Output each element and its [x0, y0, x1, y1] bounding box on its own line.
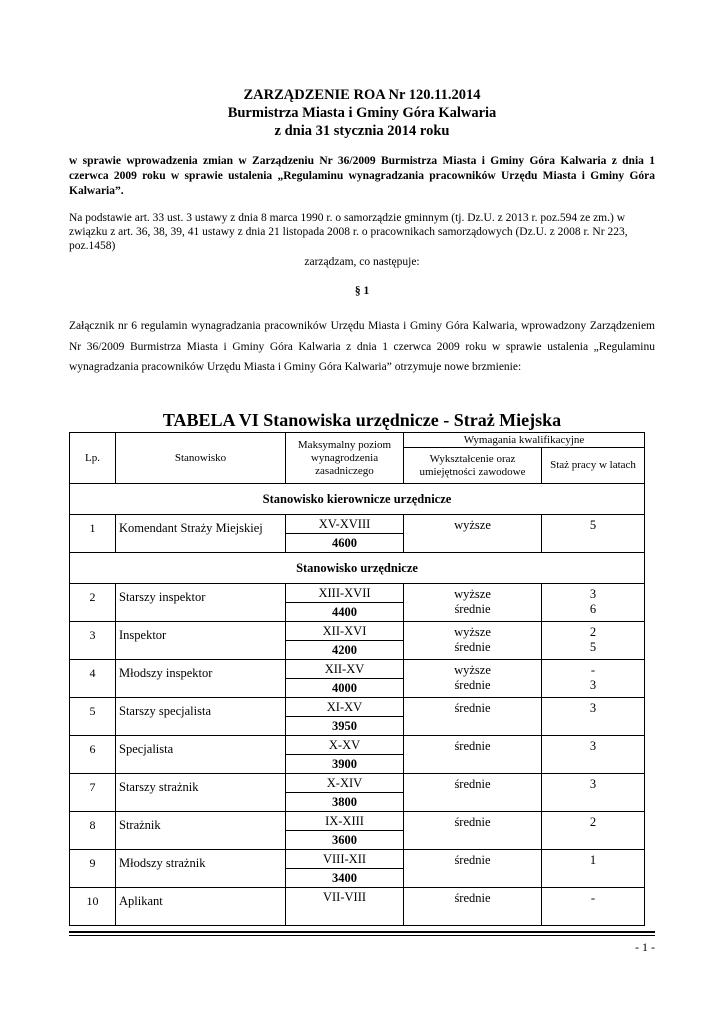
- row-lp: 10: [70, 888, 116, 926]
- row-pay: [286, 660, 404, 698]
- row-lp: 1: [70, 515, 116, 553]
- education-1: średnie: [454, 739, 491, 753]
- header-lp: Lp.: [70, 433, 116, 484]
- document-title: ZARZĄDZENIE ROA Nr 120.11.2014: [243, 87, 481, 103]
- table-row: [70, 698, 645, 736]
- row-education: [404, 774, 542, 812]
- experience-1: 3: [589, 587, 597, 601]
- experience-1: 3: [589, 777, 597, 791]
- experience-1: 3: [589, 739, 597, 753]
- experience-2: 3: [589, 678, 597, 692]
- row-lp: 2: [70, 584, 116, 622]
- pay-range: X-XIV: [286, 774, 403, 793]
- row-lp: 3: [70, 622, 116, 660]
- footer-rule-thin: [69, 935, 655, 936]
- row-experience: [542, 888, 645, 926]
- pay-amount: 3950: [332, 719, 357, 733]
- row-lp: 9: [70, 850, 116, 888]
- experience-1: -: [590, 891, 596, 905]
- section-mark: § 1: [354, 285, 370, 297]
- document-subject: w sprawie wprowadzenia zmian w Zarządzeniu Nr 36/2009 Burmistrza Miasta i Gminy Góra Kalwaria z dnia 1 czerwca 2009 roku w sprawie ustalenia „Regulaminu wynagradzania pracowników Urzędu Miasta i Gminy Góra Kalwaria”.: [69, 155, 655, 197]
- table-row: [70, 736, 645, 774]
- row-pay: [286, 736, 404, 774]
- row-education: [404, 660, 542, 698]
- table-row: [70, 584, 645, 622]
- header-max-pay: Maksymalny poziom wynagrodzenia zasadniczego: [286, 433, 404, 484]
- pay-range: XIII-XVII: [286, 584, 403, 603]
- education-1: wyższe: [454, 625, 491, 639]
- experience-1: -: [590, 663, 596, 677]
- pay-amount: 3900: [332, 757, 357, 771]
- row-pay: [286, 774, 404, 812]
- table-row: [70, 850, 645, 888]
- row-position: Starszy inspektor: [116, 584, 286, 622]
- table-row: [70, 660, 645, 698]
- row-education: [404, 698, 542, 736]
- pay-amount: [286, 906, 403, 924]
- row-pay: [286, 584, 404, 622]
- row-experience: [542, 660, 645, 698]
- row-pay: [286, 622, 404, 660]
- section-management: Stanowisko kierownicze urzędnicze: [70, 484, 645, 515]
- experience-1: 2: [589, 625, 597, 639]
- row-pay: [286, 698, 404, 736]
- header-requirements: Wymagania kwalifikacyjne: [404, 433, 645, 448]
- row-position: Inspektor: [116, 622, 286, 660]
- experience-2: 6: [589, 602, 597, 616]
- row-education: [404, 736, 542, 774]
- row-position: Młodszy strażnik: [116, 850, 286, 888]
- document-issuer: Burmistrza Miasta i Gminy Góra Kalwaria: [227, 105, 497, 121]
- row-pay: [286, 812, 404, 850]
- row-position: Specjalista: [116, 736, 286, 774]
- table-title: TABELA VI Stanowiska urzędnicze - Straż Miejska: [162, 410, 562, 430]
- row-lp: 5: [70, 698, 116, 736]
- row-education: [404, 622, 542, 660]
- table-row: [70, 622, 645, 660]
- education-2: średnie: [454, 678, 491, 692]
- row-lp: 7: [70, 774, 116, 812]
- table-row: [70, 888, 645, 926]
- pay-range: XI-XV: [286, 698, 403, 717]
- education-1: średnie: [454, 777, 491, 791]
- education-1: średnie: [454, 701, 491, 715]
- experience-1: 2: [589, 815, 597, 829]
- row-position: Strażnik: [116, 812, 286, 850]
- row-education: [404, 850, 542, 888]
- row-education: [404, 888, 542, 926]
- row-pay: [286, 515, 404, 553]
- footer-rule: [69, 931, 655, 933]
- row-experience: [542, 774, 645, 812]
- row-experience: [542, 812, 645, 850]
- row-position: Starszy strażnik: [116, 774, 286, 812]
- pay-range: X-XV: [286, 736, 403, 755]
- page-number: - 1 -: [635, 940, 655, 954]
- experience-1: 1: [589, 853, 597, 867]
- row-position: Starszy specjalista: [116, 698, 286, 736]
- body-paragraph: Załącznik nr 6 regulamin wynagradzania pracowników Urzędu Miasta i Gminy Góra Kalwaria, wprowadzony Zarządzeniem Nr 36/2009 Burmistrza Miasta i Gminy Góra Kalwaria z dnia 1 czerwca 2009 roku w sprawie ustalenia „Regulaminu wynagradzania pracowników Urzędu Miasta i Gminy Góra Kalwaria” otrzymuje nowe brzmienie:: [69, 320, 655, 373]
- row-education: [404, 812, 542, 850]
- pay-amount: 4200: [332, 643, 357, 657]
- row-lp: 4: [70, 660, 116, 698]
- pay-amount: 4000: [332, 681, 357, 695]
- pay-amount: 4600: [332, 536, 357, 550]
- row-education: [404, 584, 542, 622]
- experience-1: 5: [589, 518, 597, 532]
- pay-range: XII-XV: [286, 660, 403, 679]
- pay-range: VIII-XII: [286, 850, 403, 869]
- education-1: średnie: [454, 891, 491, 905]
- row-experience: [542, 736, 645, 774]
- row-experience: [542, 622, 645, 660]
- education-1: wyższe: [454, 518, 491, 532]
- row-position: Aplikant: [116, 888, 286, 926]
- education-1: średnie: [454, 815, 491, 829]
- experience-1: 3: [589, 701, 597, 715]
- row-experience: [542, 850, 645, 888]
- row-experience: [542, 698, 645, 736]
- row-position: Komendant Straży Miejskiej: [116, 515, 286, 553]
- row-education: [404, 515, 542, 553]
- education-1: średnie: [454, 853, 491, 867]
- row-lp: 8: [70, 812, 116, 850]
- row-experience: [542, 515, 645, 553]
- pay-amount: 3400: [332, 871, 357, 885]
- pay-range: VII-VIII: [322, 890, 367, 904]
- pay-amount: 4400: [332, 605, 357, 619]
- document-date: z dnia 31 stycznia 2014 roku: [274, 123, 450, 139]
- header-position: Stanowisko: [116, 433, 286, 484]
- row-position: Młodszy inspektor: [116, 660, 286, 698]
- education-2: średnie: [454, 602, 491, 616]
- header-experience: Staż pracy w latach: [542, 448, 645, 484]
- positions-table: [69, 432, 645, 926]
- table-row: [70, 515, 645, 553]
- legal-basis: Na podstawie art. 33 ust. 3 ustawy z dnia 8 marca 1990 r. o samorządzie gminnym (tj. Dz.U. z 2013 r. poz.594 ze zm.) w związku z art. 36, 38, 39, 41 ustawy z dnia 21 listopada 2008 r. o pracownikach samorządowych (Dz.U. z 2008 r. Nr 223, poz.1458): [69, 212, 628, 252]
- pay-amount: 3800: [332, 795, 357, 809]
- table-row: [70, 774, 645, 812]
- row-experience: [542, 584, 645, 622]
- pay-range: XV-XVIII: [286, 515, 403, 534]
- education-1: wyższe: [454, 587, 491, 601]
- education-1: wyższe: [454, 663, 491, 677]
- section-clerical: Stanowisko urzędnicze: [70, 553, 645, 584]
- experience-2: 5: [589, 640, 597, 654]
- row-lp: 6: [70, 736, 116, 774]
- pay-range: IX-XIII: [286, 812, 403, 831]
- row-pay: [286, 850, 404, 888]
- education-2: średnie: [454, 640, 491, 654]
- pay-amount: 3600: [332, 833, 357, 847]
- row-pay: [286, 888, 404, 926]
- table-row: [70, 812, 645, 850]
- header-education: Wykształcenie oraz umiejętności zawodowe: [404, 448, 542, 484]
- decree-line: zarządzam, co następuje:: [304, 256, 420, 268]
- pay-range: XII-XVI: [286, 622, 403, 641]
